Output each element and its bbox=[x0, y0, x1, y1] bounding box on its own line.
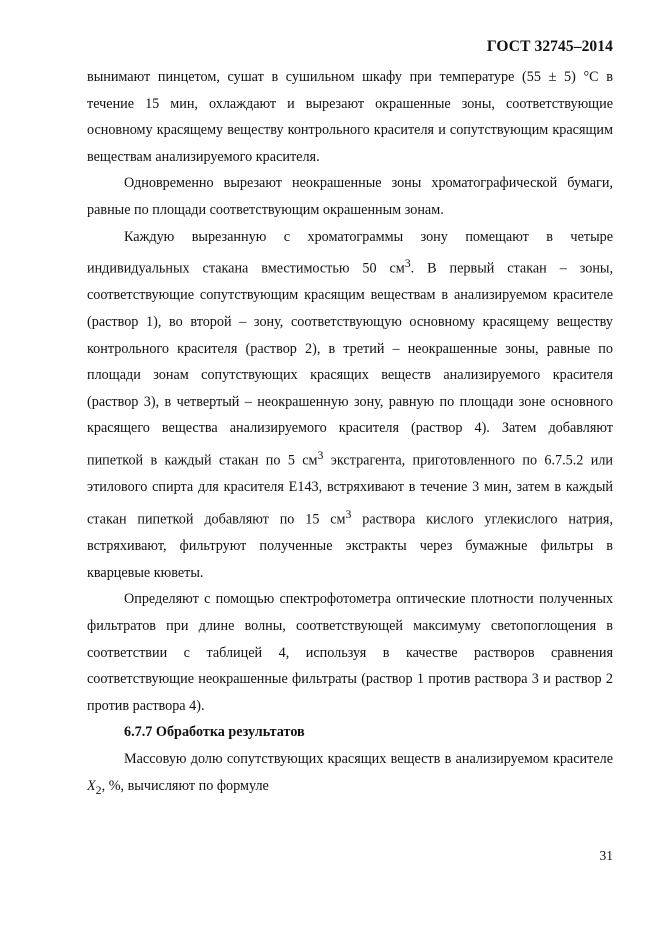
paragraph-formula-intro bbox=[87, 746, 613, 803]
procedure-text-4: раствора кислого углекислого натрия, встряхивают, фильтруют полученные экстракты через бумажные фильтры в кварцевые кюветы. bbox=[87, 511, 614, 581]
paragraph-uncolored-zones: Одновременно вырезают неокрашенные зоны хроматографической бумаги, равные по площади соответствующим окрашенным зонам. bbox=[87, 175, 613, 218]
document-body bbox=[87, 64, 613, 803]
formula-intro-text-1: Массовую долю сопутствующих красящих веществ в анализируемом красителе bbox=[124, 751, 613, 768]
section-heading: 6.7.7 Обработка результатов bbox=[124, 724, 305, 741]
paragraph-spectrophotometry: Определяют с помощью спектрофотометра оптические плотности полученных фильтратов при длине волны, соответствующей максимуму светопоглощения в соответствии с таблицей 4, используя в качестве растворов сравнения соответствующие неокрашенные фильтраты (раствор 1 против раствора 3 и раствор 2 против раствора 4). bbox=[87, 591, 613, 714]
superscript-3: 3 bbox=[317, 448, 324, 463]
paragraph-procedure bbox=[87, 224, 613, 587]
superscript-3: 3 bbox=[404, 256, 411, 271]
variable-subscript: 2 bbox=[95, 782, 102, 797]
formula-intro-text-2: , %, вычисляют по формуле bbox=[101, 777, 269, 794]
document-code: ГОСТ 32745–2014 bbox=[486, 38, 613, 55]
paragraph-continuation: вынимают пинцетом, сушат в сушильном шкафу при температуре (55 ± 5) °С в течение 15 мин, охлаждают и вырезают окрашенные зоны, соответствующие основному красящему веществу контрольного красителя и сопутствующим красящим веществам анализируемого красителя. bbox=[87, 69, 613, 165]
superscript-3: 3 bbox=[345, 506, 352, 521]
procedure-text-1: Каждую вырезанную с хроматограммы зону помещают в четыре индивидуальных стакана вместимостью 50 см bbox=[87, 228, 613, 277]
variable-x: X bbox=[87, 777, 96, 794]
procedure-text-3: экстрагента, приготовленного по 6.7.5.2 или этилового спирта для красителя Е143, встряхивают в течение 3 мин, затем в каждый стакан пипеткой добавляют по 15 см bbox=[87, 452, 613, 528]
procedure-text-2: . В первый стакан – зоны, соответствующие сопутствующим красящим веществам в анализируемом красителе (раствор 1), во второй – зону, соответствующую основному красящему веществу контрольного красителя (раствор 2), в третий – неокрашенные зоны, равные по площади зонам сопутствующих красящих веществ анализируемого красителя (раствор 3), в четвертый – неокрашенную зону, равную по площади зоне основного красящего вещества анализируемого красителя (раствор 4). Затем добавляют пипеткой в каждый стакан по 5 см bbox=[87, 260, 613, 469]
page-number: 31 bbox=[599, 848, 613, 863]
